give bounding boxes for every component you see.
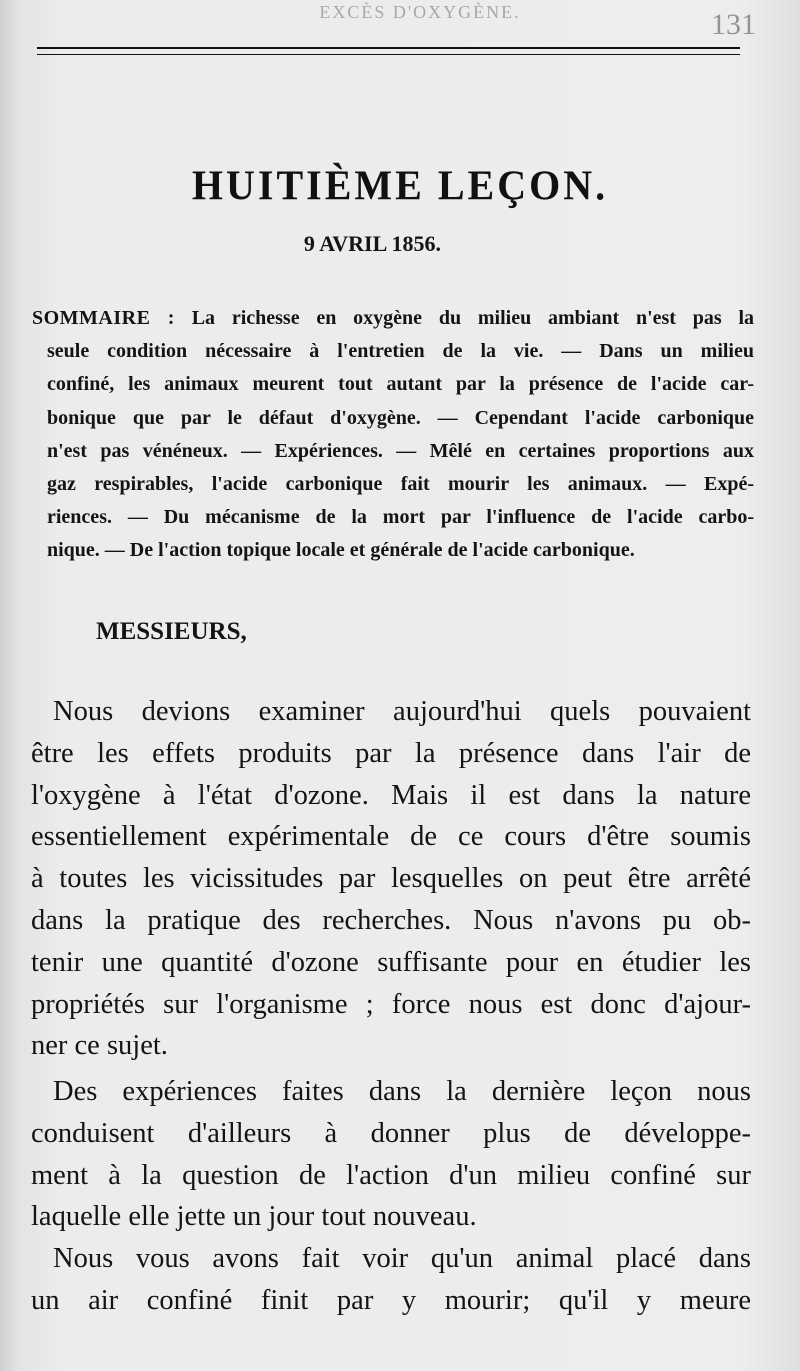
header-rule-thick: [37, 47, 740, 49]
summary-block: [32, 302, 754, 568]
lesson-date: 9 AVRIL 1856.: [303, 231, 442, 256]
text-line: Nous vous avons fait voir qu'un animal placé dans: [53, 1243, 751, 1274]
text-line: Nous devions examiner aujourd'hui quels pouvaient: [53, 696, 751, 727]
text-line: ment à la question de l'action d'un milieu confiné sur: [31, 1159, 751, 1191]
summary-line: [32, 302, 754, 335]
text-line: dans la pratique des recherches. Nous n'avons pu ob-: [31, 904, 751, 936]
text-line: propriétés sur l'organisme ; force nous est donc d'ajour-: [31, 988, 751, 1020]
summary-label: SOMMAIRE :: [32, 307, 175, 329]
summary-line: seule condition nécessaire à l'entretien de la vie. — Dans un milieu: [47, 340, 754, 363]
text-line: être les effets produits par la présence dans l'air de: [31, 737, 751, 769]
text-line: à toutes les vicissitudes par lesquelles on peut être arrêté: [31, 863, 751, 895]
summary-line: nique. — De l'action topique locale et générale de l'acide carbonique.: [47, 539, 635, 562]
text-line: essentiellement expérimentale de ce cours d'être soumis: [31, 821, 751, 853]
text-line: un air confiné finit par y mourir; qu'il y meure: [31, 1284, 751, 1316]
text-line: Des expériences faites dans la dernière leçon nous: [53, 1076, 751, 1107]
salutation: MESSIEURS,: [96, 618, 247, 645]
summary-line-text: La richesse en oxygène du milieu ambiant n'est pas la: [191, 307, 754, 329]
summary-line: n'est pas vénéneux. — Expériences. — Mêlé en certaines proportions aux: [47, 439, 754, 462]
summary-line: riences. — Du mécanisme de la mort par l'influence de l'acide carbo-: [47, 506, 754, 529]
summary-line: bonique que par le défaut d'oxygène. — Cependant l'acide carbonique: [47, 406, 754, 429]
text-line: l'oxygène à l'état d'ozone. Mais il est dans la nature: [31, 779, 751, 811]
paragraph-1: [31, 691, 751, 1067]
header-rule-thin: [37, 54, 740, 55]
lesson-title: HUITIÈME LEÇON.: [191, 161, 609, 210]
text-line: ner ce sujet.: [31, 1030, 168, 1062]
running-head: EXCÈS D'OXYGÈNE.: [319, 2, 521, 22]
text-line: laquelle elle jette un jour tout nouveau.: [31, 1201, 477, 1233]
text-line: tenir une quantité d'ozone suffisante pour en étudier les: [31, 946, 751, 978]
page-number: 131: [711, 8, 756, 41]
paragraph-3: [31, 1238, 751, 1322]
paragraph-2: [31, 1071, 751, 1238]
summary-line: confiné, les animaux meurent tout autant par la présence de l'acide car-: [47, 373, 754, 396]
summary-line: gaz respirables, l'acide carbonique fait mourir les animaux. — Expé-: [47, 473, 754, 496]
text-line: conduisent d'ailleurs à donner plus de développe-: [31, 1117, 751, 1149]
